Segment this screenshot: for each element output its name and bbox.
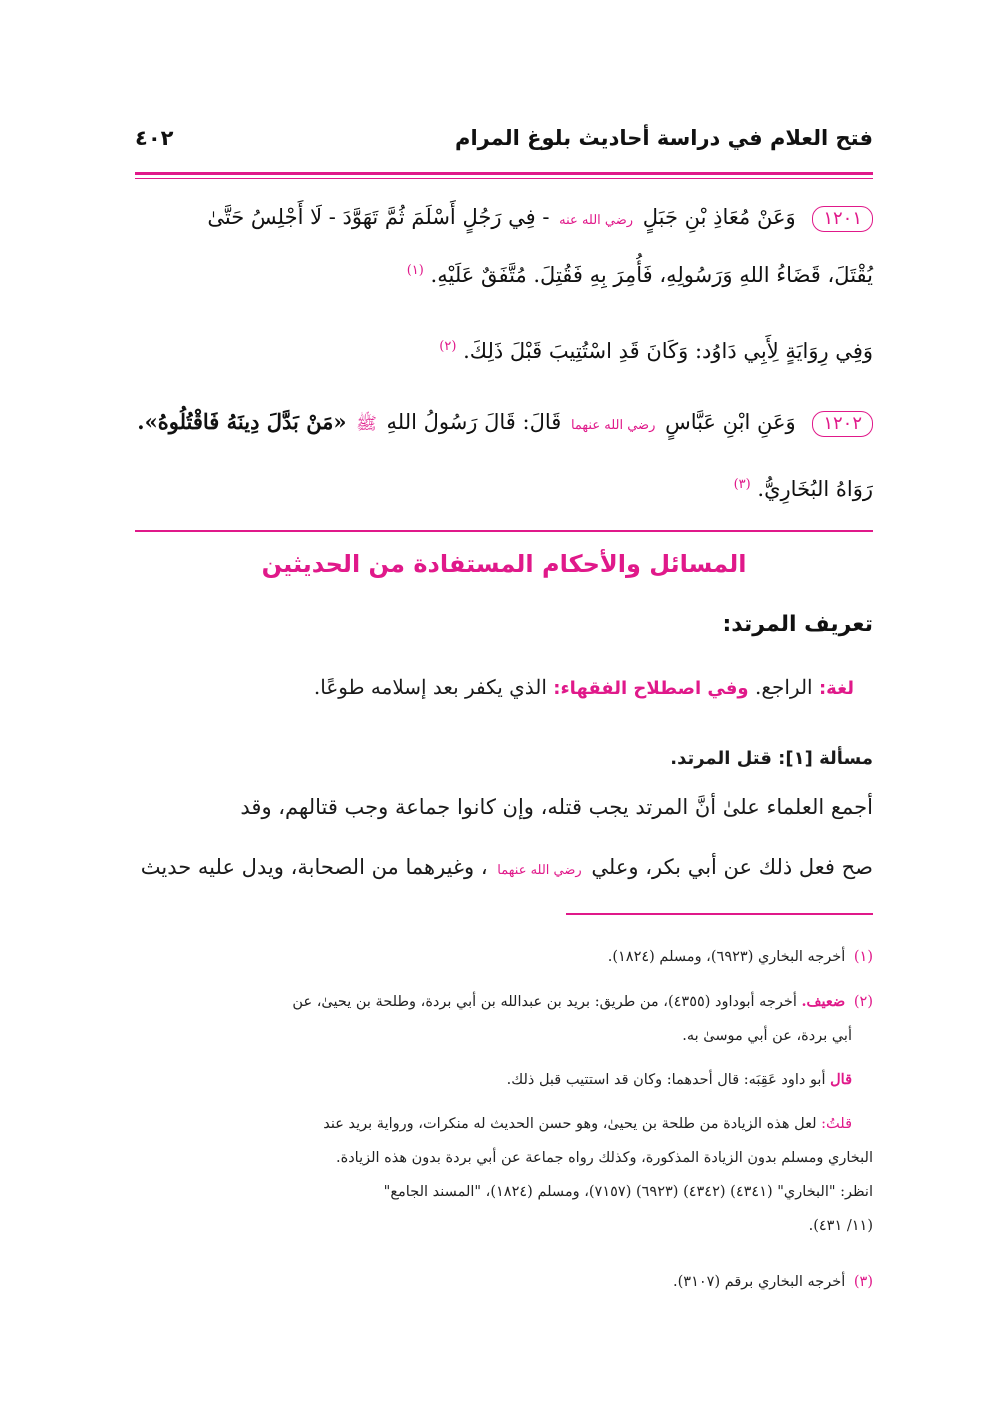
hadith-text: وَفِي رِوَايَةٍ لِأَبِي دَاوُد: وَكَانَ قَدِ اسْتُتِيبَ قَبْلَ ذَلِكَ.	[463, 339, 873, 363]
footnote-2-line-2: أبي بردة، عن أبي موسىٰ به.	[682, 1028, 852, 1044]
issue-heading	[670, 748, 873, 769]
issue-label: مسألة [١]:	[778, 748, 873, 769]
honorific-symbol: رضي الله عنه	[559, 213, 634, 228]
definition-line	[314, 675, 854, 699]
salutation-symbol: ﷺ	[356, 414, 377, 434]
footnote-2-line-3	[110, 1068, 852, 1092]
body-line-2	[131, 850, 873, 888]
footnote-2-line-5: البخاري ومسلم بدون الزيادة المذكورة، وكذلك رواه جماعة عن أبي بردة بدون هذه الزيادة.	[335, 1150, 873, 1166]
footnote-1	[131, 945, 873, 969]
term-text: الذي يكفر بعد إسلامه طوعًا.	[313, 675, 547, 699]
qult-label: قلتُ:	[821, 1116, 852, 1132]
hadith-number-badge: ١٢٠١	[812, 206, 873, 232]
honorific-symbol: رضي الله عنهما	[497, 863, 582, 878]
footnote-number: (١)	[853, 949, 873, 965]
footnote-2-line-7: (١١/ ٤٣١).	[808, 1218, 873, 1234]
body-line-1: أجمع العلماء علىٰ أنَّ المرتد يجب قتله، وإن كانوا جماعة وجب قتالهم، وقد	[240, 795, 873, 819]
hadith-text: رَوَاهُ البُخَارِيُّ.	[757, 477, 873, 501]
qal-label: قال	[830, 1071, 852, 1088]
hadith-text: وَعَنِ ابْنِ عَبَّاسٍ	[665, 410, 796, 434]
page-number: ٤٠٢	[135, 126, 174, 150]
footnote-text: أخرجه أبوداود (٤٣٥٥)، من طريق: بريد بن عبدالله بن أبي بردة، وطلحة بن يحيىٰ، عن	[292, 994, 797, 1010]
section-title: المسائل والأحكام المستفادة من الحديثين	[261, 550, 747, 578]
hadith-1202-line-2	[131, 468, 873, 506]
footnote-text: أخرجه البخاري برقم (٣١٠٧).	[673, 1274, 846, 1290]
hadith-1202-line-1	[131, 405, 873, 443]
header-rule-thick	[135, 172, 873, 175]
footnote-ref[interactable]: (٢)	[439, 339, 457, 354]
footnote-text: أبو داود عَقِبَه: قال أحدهما: وكان قد استتيب قبل ذلك.	[506, 1072, 826, 1088]
body-text: صح فعل ذلك عن أبي بكر، وعلي	[591, 855, 873, 879]
body-text: ، وغيرهما من الصحابة، ويدل عليه حديث	[140, 855, 488, 879]
footnote-2-line-6: انظر: "البخاري" (٤٣٤١) (٤٣٤٢) (٦٩٢٣) (٧١٥٧)، ومسلم (١٨٢٤)، "المسند الجامع"	[383, 1184, 873, 1200]
lang-label: لغة:	[818, 678, 854, 699]
definition-heading: تعريف المرتد:	[722, 612, 873, 637]
footnote-separator	[566, 913, 873, 915]
issue-title: قتل المرتد.	[670, 748, 772, 769]
term-label: وفي اصطلاح الفقهاء:	[553, 678, 749, 699]
footnote-2-line-4	[110, 1112, 852, 1136]
honorific-symbol: رضي الله عنهما	[570, 418, 656, 433]
footnote-ref[interactable]: (٣)	[733, 477, 751, 492]
running-header	[135, 126, 873, 166]
hadith-quote: «مَنْ بَدَّلَ دِينَهُ فَاقْتُلُوهُ».	[137, 409, 347, 434]
footnote-number: (٣)	[853, 1274, 873, 1290]
footnote-2-line-1	[131, 990, 873, 1014]
hadith-1201-line-3	[131, 330, 873, 368]
hadith-1201-line-2	[131, 254, 873, 292]
grading-label: ضعيف.	[801, 993, 846, 1010]
hadith-text: قَالَ: قَالَ رَسُولُ اللهِ	[386, 410, 562, 434]
footnote-text: لعل هذه الزيادة من طلحة بن يحيىٰ، وهو حسن الحديث له منكرات، ورواية بريد عند	[323, 1116, 817, 1132]
section-divider	[135, 530, 873, 532]
hadith-text: وَعَنْ مُعَاذِ بْنِ جَبَلٍ	[642, 205, 796, 229]
hadith-1201-line-1	[131, 200, 873, 238]
hadith-number-badge: ١٢٠٢	[812, 411, 873, 437]
footnote-ref[interactable]: (١)	[406, 263, 424, 278]
footnote-text: أخرجه البخاري (٦٩٢٣)، ومسلم (١٨٢٤).	[607, 949, 846, 965]
footnote-number: (٢)	[853, 994, 873, 1010]
header-rule-thin	[135, 178, 873, 179]
hadith-text: - فِي رَجُلٍ أَسْلَمَ ثُمَّ تَهَوَّدَ - لَا أَجْلِسُ حَتَّىٰ	[207, 205, 550, 229]
book-title: فتح العلام في دراسة أحاديث بلوغ المرام	[455, 126, 873, 150]
lang-text: الراجع.	[754, 675, 813, 699]
footnote-3	[131, 1270, 873, 1294]
hadith-text: يُقْتَلَ، قَضَاءُ اللهِ وَرَسُولِهِ، فَأُمِرَ بِهِ فَقُتِلَ. مُتَّفَقٌ عَلَيْهِ.	[430, 263, 873, 287]
